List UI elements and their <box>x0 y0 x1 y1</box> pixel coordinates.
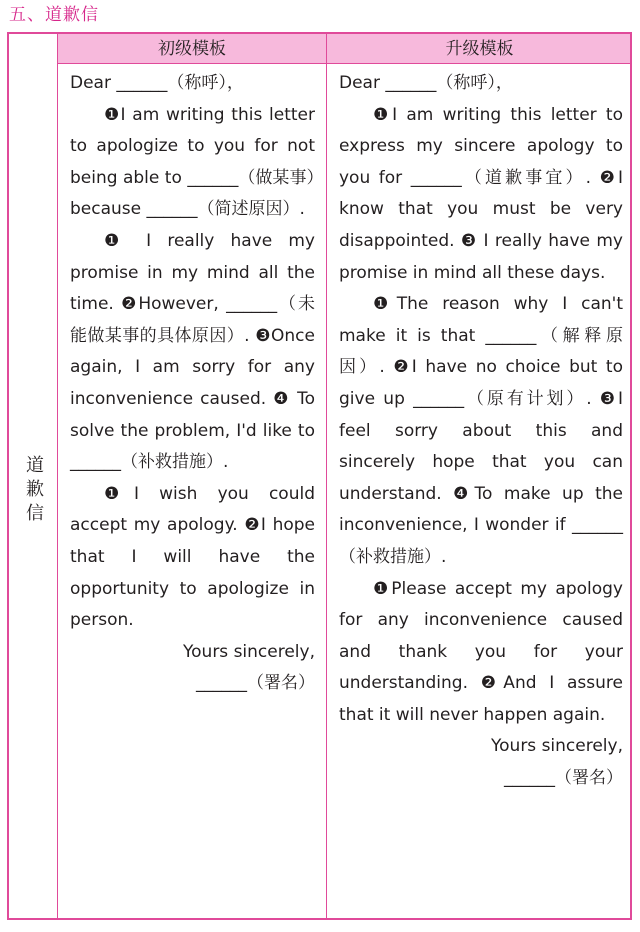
advanced-signature: ______（署名） <box>504 768 623 789</box>
basic-closing-paragraph: ❶I wish you could accept my apology. ❷I hope that I will have the opportunity to apologize in person. <box>70 483 315 631</box>
advanced-opening-paragraph: ❶I am writing this letter to express my sincere apology to you for ______（道歉事宜）. ❷I know that you must be very disappointed. ❸ I really have my promise in mind all these days. <box>339 104 623 283</box>
basic-template-column <box>70 68 315 700</box>
column-header-basic: 初级模板 <box>158 39 226 59</box>
column-divider <box>57 34 58 918</box>
section-heading: 五、道歉信 <box>9 5 99 25</box>
basic-signature: ______（署名） <box>196 673 315 694</box>
advanced-closing-paragraph: ❶Please accept my apology for any inconvenience caused and thank you for your understanding. ❷And I assure that it will never happen again. <box>339 578 623 725</box>
column-header-advanced: 升级模板 <box>445 39 514 59</box>
basic-body-paragraph: ❶ I really have my promise in my mind all the time. ❷However, ______（未能做某事的具体原因）. ❸Once again, I am sorry for any inconvenience caused. ❹ To solve the problem, I'd like to ______（补救措施）. <box>70 230 315 473</box>
basic-salutation: Dear ______（称呼）， <box>70 73 244 93</box>
basic-opening-paragraph: ❶I am writing this letter to apologize to you for not being able to ______（做某事）because ______（简述原因）. <box>70 104 315 220</box>
column-divider <box>326 34 327 918</box>
row-label: 道歉信 <box>23 455 44 527</box>
advanced-body-paragraph: ❶The reason why I can't make it is that ______（解释原因）. ❷I have no choice but to give up ______（原有计划）. ❸I feel sorry about this and sincerely hope that you can understand. ❹To make up the inconvenience, I wonder if ______（补救措施）. <box>339 294 623 567</box>
row-label-cell <box>9 64 57 918</box>
advanced-template-column <box>339 68 623 795</box>
basic-sign-off: Yours sincerely, <box>183 641 315 662</box>
advanced-sign-off: Yours sincerely, <box>491 736 623 757</box>
template-table <box>7 32 632 920</box>
advanced-salutation: Dear ______（称呼）， <box>339 73 513 93</box>
